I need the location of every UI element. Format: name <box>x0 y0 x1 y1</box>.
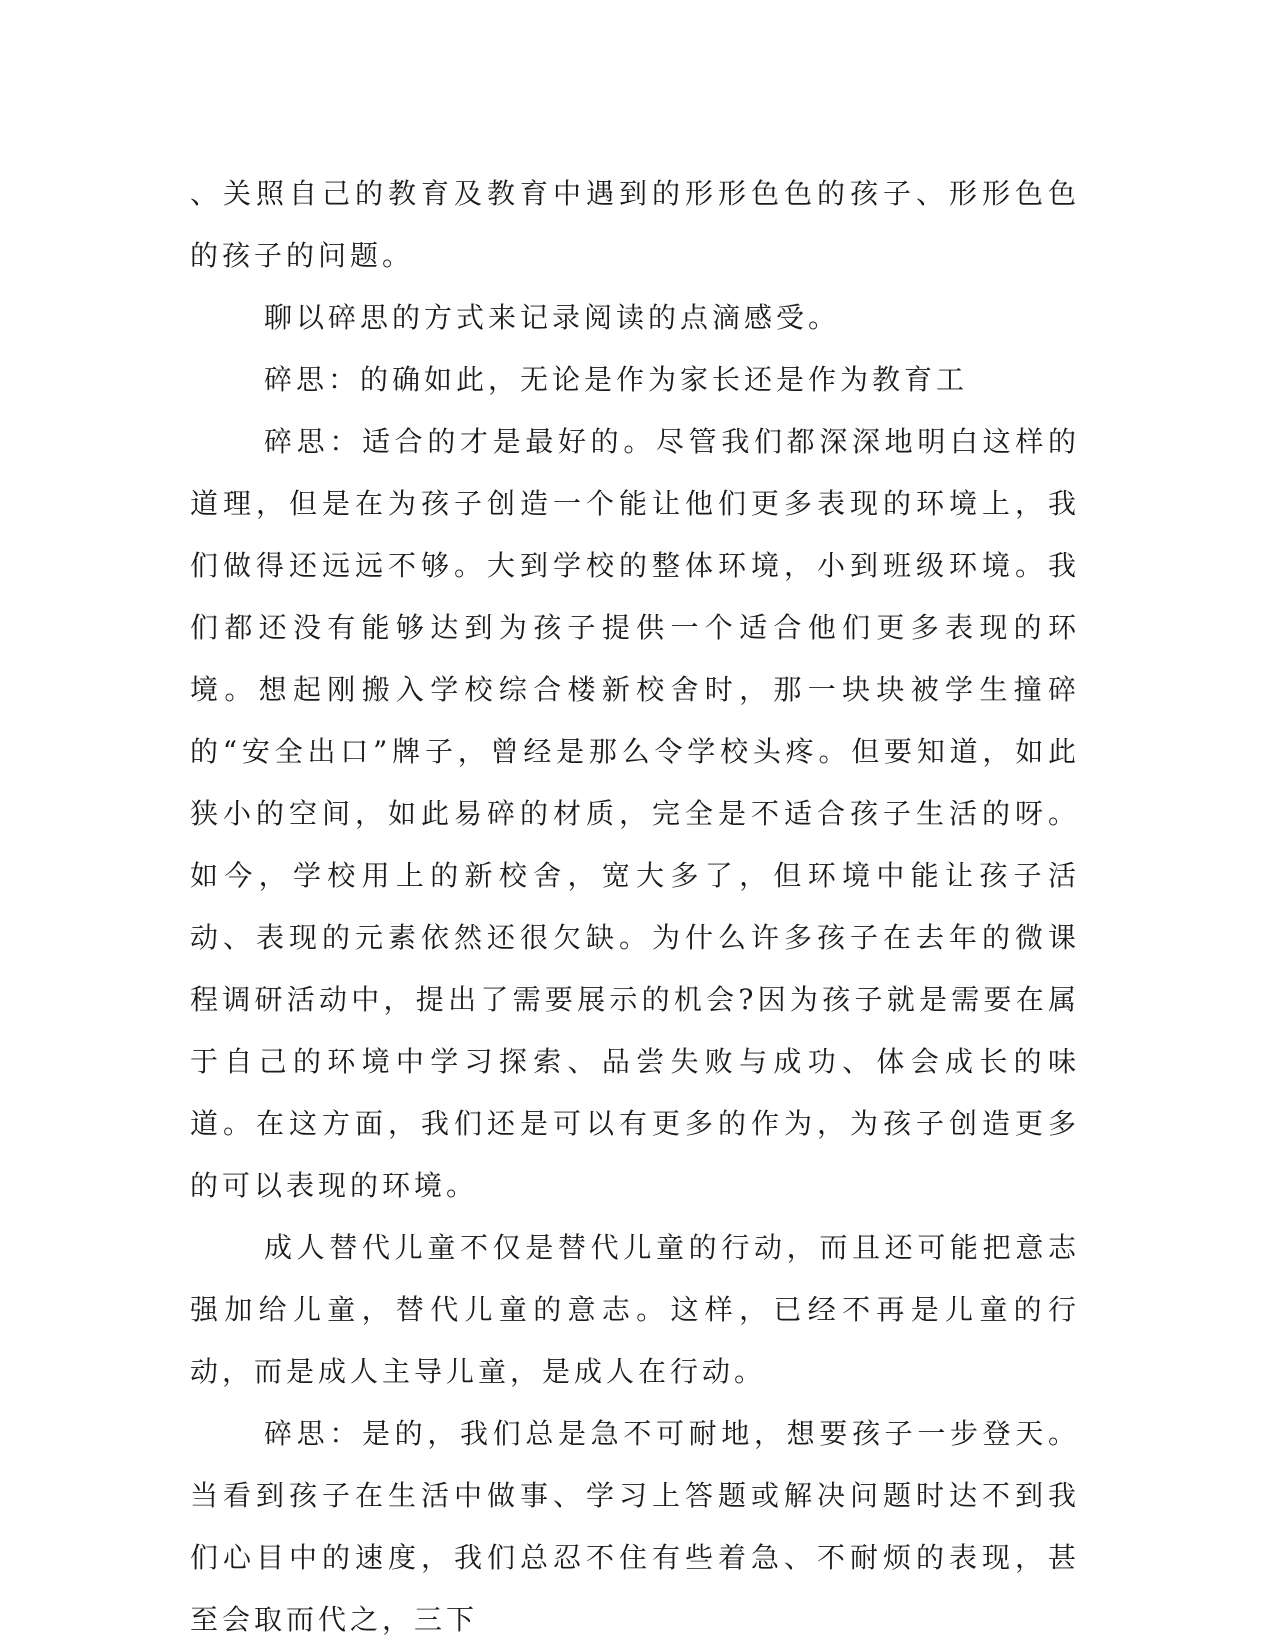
paragraph-2: 聊以碎思的方式来记录阅读的点滴感受。 <box>264 301 841 334</box>
paragraph-3: 碎思：的确如此，无论是作为家长还是作为教育工 <box>264 363 969 396</box>
paragraph-6: 碎思：是的，我们总是急不可耐地，想要孩子一步登天。当看到孩子在生活中做事、学习上答题或解决问题时达不到我们心目中的速度，我们总忍不住有些着急、不耐烦的表现，甚至会取而代之，三下 <box>190 1417 1080 1636</box>
paragraph-4: 碎思：适合的才是最好的。尽管我们都深深地明白这样的道理，但是在为孩子创造一个能让他们更多表现的环境上，我们做得还远远不够。大到学校的整体环境，小到班级环境。我们都还没有能够达到为孩子提供一个适合他们更多表现的环境。想起刚搬入学校综合楼新校舍时，那一块块被学生撞碎的“安全出口”牌子，曾经是那么令学校头疼。但要知道，如此狭小的空间，如此易碎的材质，完全是不适合孩子生活的呀。如今，学校用上的新校舍，宽大多了，但环境中能让孩子活动、表现的元素依然还很欠缺。为什么许多孩子在去年的微课程调研活动中，提出了需要展示的机会?因为孩子就是需要在属于自己的环境中学习探索、品尝失败与成功、体会成长的味道。在这方面，我们还是可以有更多的作为，为孩子创造更多的可以表现的环境。 <box>190 425 1080 1202</box>
paragraph-5: 成人替代儿童不仅是替代儿童的行动，而且还可能把意志强加给儿童，替代儿童的意志。这样，已经不再是儿童的行动，而是成人主导儿童，是成人在行动。 <box>190 1231 1080 1388</box>
document-body <box>190 163 1080 1651</box>
paragraph-1: 、关照自己的教育及教育中遇到的形形色色的孩子、形形色色的孩子的问题。 <box>190 177 1080 272</box>
